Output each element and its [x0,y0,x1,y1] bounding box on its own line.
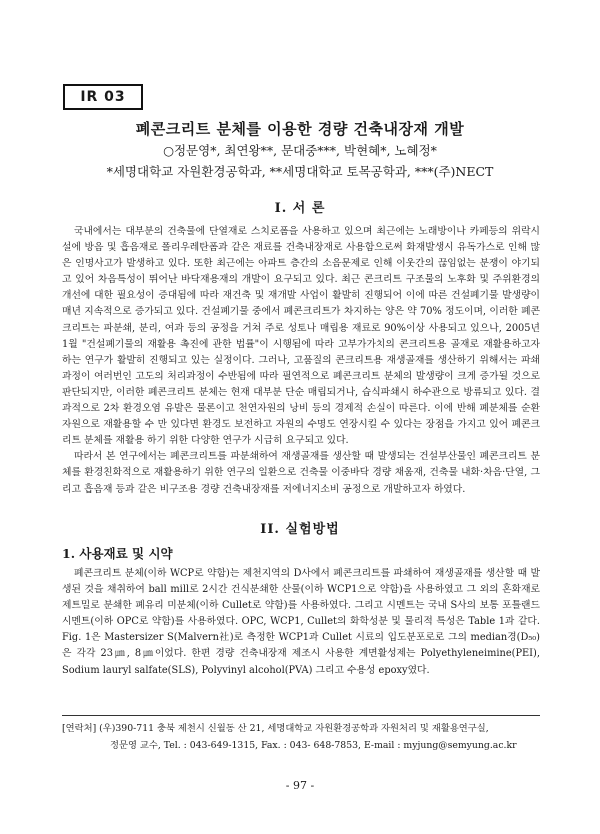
intro-paragraph-2: 따라서 본 연구에서는 폐콘크리트를 파분쇄하여 재생골재를 생산할 때 발생되는 건설부산물인 폐콘크리트 분체를 환경친화적으로 재활용하기 위한 연구의 일환으로 건축물 이중바닥 경량 채움재, 건축물 내화·차음·단열, 그리고 흡음재 등과 같은 비구조용 경량 건축내장재를 저에너지소비 공정으로 개발하고자 하였다. [62,451,540,495]
author-list: ○정문영*, 최연왕**, 문대중***, 박현혜*, 노혜정* [163,143,437,158]
method-paragraph-1: 폐콘크리트 분체(이하 WCP로 약함)는 제천지역의 D사에서 폐콘크리트를 파쇄하여 재생골재를 생산할 때 발생된 것을 채취하여 ball mill로 2시간 건식분쇄한 산물(이하 WCP1으로 약함)을 사용하였고 그 외의 혼화재로 제트밀로 분쇄한 폐유리 미분체(이하 Cullet로 약함)를 사용하였다. 그리고 시멘트는 국내 S사의 보통 포틀랜드 시멘트(이하 OPC로 약함)를 사용하였다. OPC, WCP1, Cullet의 화학성분 및 물리적 특성은 Table 1과 같다. Fig. 1은 Mastersizer S(Malvern社)로 측정한 WCP1과 Cullet 시료의 입도분포로로 그의 median경(D₅₀)은 각각 23㎛, 8㎛이었다. 한편 경량 건축내장재 제조시 사용한 계면활성제는 Polyethyleneimine(PEI), Sodium lauryl salfate(SLS), Polyvinyl alcohol(PVA) 그리고 수용성 epoxy였다. [62,568,540,676]
intro-paragraph-1: 국내에서는 대부분의 건축물에 단열재로 스치로폼을 사용하고 있으며 최근에는 노래방이나 카페등의 위락시설에 방음 및 흡음재로 폴리우레탄폼과 같은 재료를 건축내장재로 사용함으로써 화재발생시 유독가스로 인해 많은 인명사고가 발생하고 있다. 또한 최근에는 아파트 층간의 소음문제로 인해 이웃간의 끊임없는 분쟁이 야기되고 있어 차음특성이 뛰어난 바닥재용재의 개발이 요구되고 있다. 최근 콘크리트 구조물의 노후화 및 주위환경의 개선에 대한 필요성이 증대됨에 따라 재건축 및 재개발 사업이 활발히 진행되어 이에 따른 건설폐기물 발생량이 매년 지속적으로 증가되고 있다. 건설폐기물 중에서 폐콘크리트가 차지하는 양은 약 70% 정도이며, 이러한 폐콘크리트는 파분쇄, 분리, 여과 등의 공정을 거쳐 주로 성토나 매립용 재료로 90%이상 사용되고 있으나, 2005년 1월 "건설폐기물의 재활용 촉진에 관한 법률"이 시행됨에 따라 고부가가치의 콘크리트용 골재로 재활용하고자 하는 연구가 활발히 진행되고 있는 실정이다. 그러나, 고품질의 콘크리트용 재생골재를 생산하기 위해서는 파쇄과정이 여러번인 고도의 처리과정이 수반됨에 따라 필연적으로 폐콘크리트 분체의 발생량이 크게 증가될 것으로 판단되지만, 이러한 폐콘크리트 분체는 현재 대부분 단순 매립되거나, 습식파쇄시 하수관으로 방류되고 있다. 결과적으로 2차 환경오염 유발은 물론이고 천연자원의 낭비 등의 경제적 손실이 따른다. 이에 반해 폐분체를 순환자원으로 재활용할 수 만 있다면 환경도 보전하고 자원의 수명도 연장시킬 수 있다는 장점을 가지고 있어 폐콘크리트 분체를 재활용 하기 위한 다양한 연구가 시급히 요구되고 있다. [62,226,540,447]
footnote-line-contact: 정문영 교수, Tel. : 043-649-1315, Fax. : 043- 648-7853, E-mail : myjung@semyung.ac.kr [110,740,517,751]
footnote-line-address: [연락처] (우)390-711 충북 제천시 신월동 산 21, 세명대학교 자원환경공학과 자원처리 및 재활용연구실, [62,723,489,734]
contact-footnote [62,720,540,754]
page-number: - 97 - [285,779,315,792]
footnote-divider [62,715,540,716]
paper-title: 폐콘크리트 분체를 이용한 경량 건축내장재 개발 [135,120,465,138]
section-heading-intro: I. 서 론 [274,201,326,216]
section-heading-method: II. 실험방법 [260,522,340,537]
method-body [62,566,540,679]
intro-body [62,224,540,498]
session-code-box: IR 03 [63,84,143,110]
subsection-heading-materials: 1. 사용재료 및 시약 [62,546,173,561]
affiliation-list: *세명대학교 자원환경공학과, **세명대학교 토목공학과, ***(주)NECT [106,164,494,179]
